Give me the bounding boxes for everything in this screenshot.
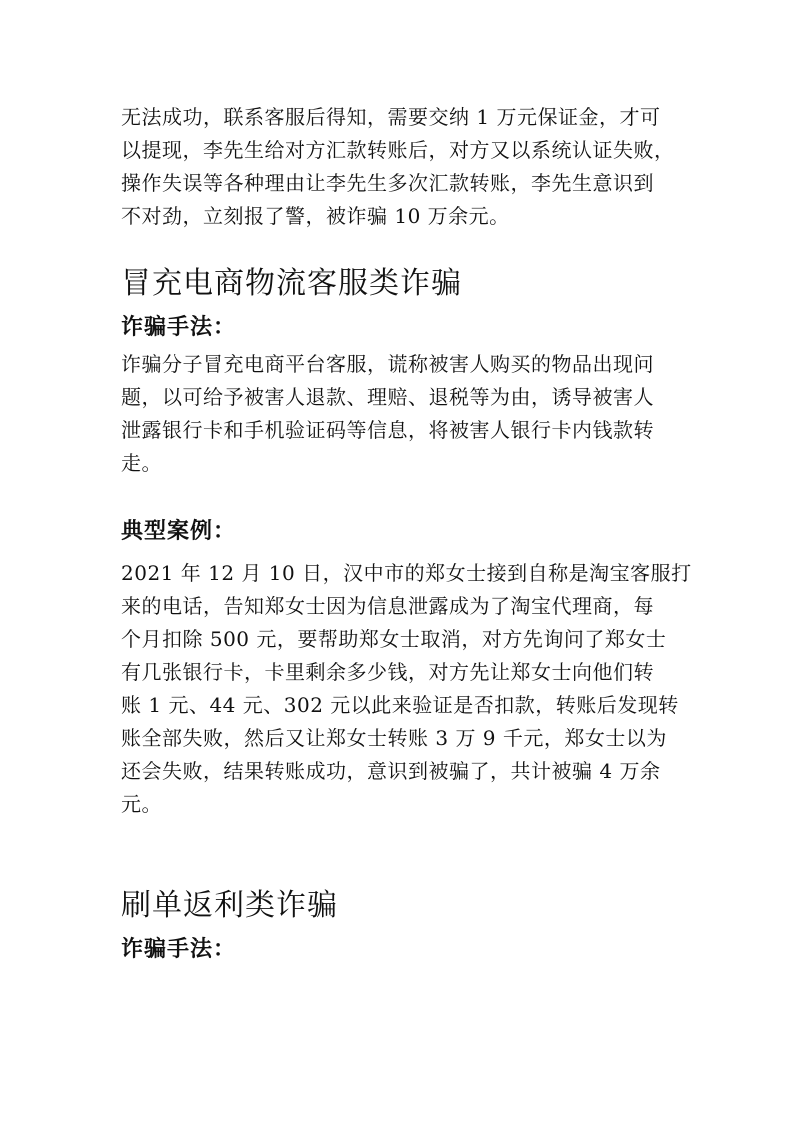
text-line: 泄露银行卡和手机验证码等信息，将被害人银行卡内钱款转 [121, 418, 654, 442]
text-line: 操作失误等各种理由让李先生多次汇款转账，李先生意识到 [121, 171, 654, 195]
case-paragraph-ecommerce [121, 557, 692, 821]
text-line: 元。 [121, 792, 162, 816]
text-line: 个月扣除 500 元，要帮助郑女士取消，对方先询问了郑女士 [121, 627, 667, 651]
section-title-brushing: 刷单返利类诈骗 [121, 888, 338, 923]
section-title-ecommerce: 冒充电商物流客服类诈骗 [121, 266, 462, 301]
text-line: 走。 [121, 451, 162, 475]
text-line: 来的电话，告知郑女士因为信息泄露成为了淘宝代理商，每 [121, 594, 654, 618]
method-heading-ecommerce: 诈骗手法： [121, 315, 237, 340]
text-line: 2021 年 12 月 10 日，汉中市的郑女士接到自称是淘宝客服打 [121, 561, 692, 585]
text-line: 账 1 元、44 元、302 元以此来验证是否扣款，转账后发现转 [121, 693, 679, 717]
method-heading-brushing: 诈骗手法： [121, 937, 237, 962]
text-line: 题，以可给予被害人退款、理赔、退税等为由，诱导被害人 [121, 385, 654, 409]
text-line: 不对劲，立刻报了警，被诈骗 10 万余元。 [121, 204, 510, 228]
case-heading-ecommerce: 典型案例： [121, 519, 237, 544]
text-line: 以提现，李先生给对方汇款转账后，对方又以系统认证失败， [121, 138, 675, 162]
method-paragraph-ecommerce [121, 348, 673, 480]
case-continued-paragraph [121, 101, 673, 233]
text-line: 账全部失败，然后又让郑女士转账 3 万 9 千元，郑女士以为 [121, 726, 667, 750]
text-line: 还会失败，结果转账成功，意识到被骗了，共计被骗 4 万余 [121, 759, 661, 783]
text-line: 诈骗分子冒充电商平台客服，谎称被害人购买的物品出现问 [121, 352, 654, 376]
text-line: 无法成功，联系客服后得知，需要交纳 1 万元保证金，才可 [121, 105, 661, 129]
text-line: 有几张银行卡，卡里剩余多少钱，对方先让郑女士向他们转 [121, 660, 654, 684]
